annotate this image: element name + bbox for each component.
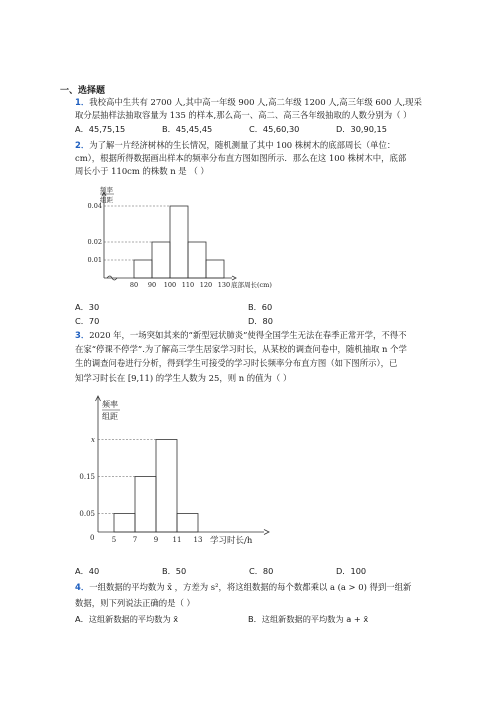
y-tick-label: 0.05 [79, 510, 95, 518]
origin-label: 0 [90, 534, 95, 542]
option-a: A．30 [75, 302, 100, 312]
option-a: A．40 [75, 566, 100, 576]
x-tick-label: 130 [217, 281, 231, 289]
histogram-bar [177, 514, 198, 533]
y-axis-label: 频率 [100, 186, 113, 194]
y-tick-label: 0.15 [79, 473, 95, 481]
question-text-line: 周长小于 110cm 的株数 n 是 （ ） [75, 166, 209, 176]
x-tick-label: 13 [193, 536, 203, 544]
histogram-bar [170, 206, 188, 278]
question-number: 2． [75, 140, 90, 150]
histogram-bar [188, 242, 206, 278]
histogram-bar [206, 260, 224, 278]
question-text-line: cm），根据所得数据画出样本的频率分布直方图如图所示．那么在这 100 株树木中，底部 [75, 153, 407, 163]
y-axis-label: 组距 [102, 412, 118, 421]
option-b: B．45,45,45 [162, 124, 213, 134]
x-tick-label: 80 [129, 281, 139, 289]
question-4 [75, 582, 411, 593]
question-number: 3． [75, 330, 90, 340]
x-tick-label: 11 [172, 536, 182, 544]
histogram-bar [114, 514, 135, 533]
question-number: 1． [75, 97, 90, 107]
y-axis-label: 组距 [100, 196, 113, 204]
question-text-line: 在家“停课不停学”.为了解高三学生居家学习时长，从某校的调查问卷中，随机抽取 n 个学 [75, 344, 407, 354]
x-tick-label: 120 [199, 281, 213, 289]
histogram-tree-circumference [82, 180, 272, 298]
question-text-line: 一组数据的平均数为 x̄ ，方差为 s²，将这组数据的每个数都乘以 a (a > 0) 得到一组新 [89, 582, 412, 592]
question-text-line: 2020 年，一场突如其来的“新型冠状肺炎”使得全国学生无法在春季正常开学，不得不 [89, 330, 407, 340]
question-text-line: 为了解一片经济树林的生长情况，随机测量了其中 100 株树木的底部周长（单位： [89, 140, 396, 150]
option-b: B．50 [162, 566, 187, 576]
question-text-line: 我校高中生共有 2700 人,其中高一年级 900 人,高二年级 1200 人,高三年级 600 人,现采 [89, 97, 422, 107]
x-axis-arrow [232, 276, 236, 280]
x-axis-label: 学习时长/h [210, 536, 253, 546]
option-c: C．80 [249, 566, 274, 576]
option-a: A．45,75,15 [75, 124, 126, 134]
question-3 [75, 330, 407, 341]
histogram-bar [135, 477, 156, 533]
x-tick-label: 110 [181, 281, 195, 289]
section-title: 一、选择题 [60, 86, 106, 96]
x-tick-label: 5 [111, 536, 117, 544]
x-tick-label: 7 [132, 536, 138, 544]
question-number: 4． [75, 582, 90, 592]
x-tick-label: 100 [163, 281, 177, 289]
option-d: D．80 [248, 316, 273, 326]
y-tick-label: x [91, 436, 95, 444]
y-axis-label: 频率 [102, 400, 118, 409]
option-d: D．100 [336, 566, 367, 576]
option-c: C．70 [75, 316, 100, 326]
y-tick-label: 0.01 [87, 256, 102, 264]
x-tick-label: 9 [153, 536, 159, 544]
histogram-bar [134, 260, 152, 278]
histogram-bar [152, 242, 170, 278]
y-tick-label: 0.04 [87, 202, 102, 210]
question-1 [75, 97, 422, 108]
question-text-line: 数据，则下列说法正确的是（ ） [75, 598, 195, 608]
histogram-bar [156, 440, 177, 533]
option-b: B．60 [248, 302, 273, 312]
question-text-line: 生的调查问卷进行分析，得到学生可接受的学习时长频率分布直方图（如下图所示），已 [75, 358, 398, 368]
histogram-study-time [80, 392, 280, 554]
option-b: B．这组新数据的平均数为 a + x̄ [248, 614, 369, 624]
question-text-line: 知学习时长在 [9,11) 的学生人数为 25，则 n 的值为（ ） [75, 373, 292, 383]
x-axis-label: 底部周长(cm) [231, 281, 272, 289]
question-text-line: 取分层抽样法抽取容量为 135 的样本,那么高一、高二、高三各年级抽取的人数分别为（ ） [75, 110, 412, 120]
question-2 [75, 140, 395, 151]
y-tick-label: 0.02 [87, 238, 102, 246]
option-d: D．30,90,15 [336, 124, 387, 134]
option-a: A．这组新数据的平均数为 x̄ [75, 614, 179, 624]
option-c: C．45,60,30 [249, 124, 300, 134]
x-axis-arrow [264, 530, 269, 535]
x-tick-label: 90 [147, 281, 157, 289]
